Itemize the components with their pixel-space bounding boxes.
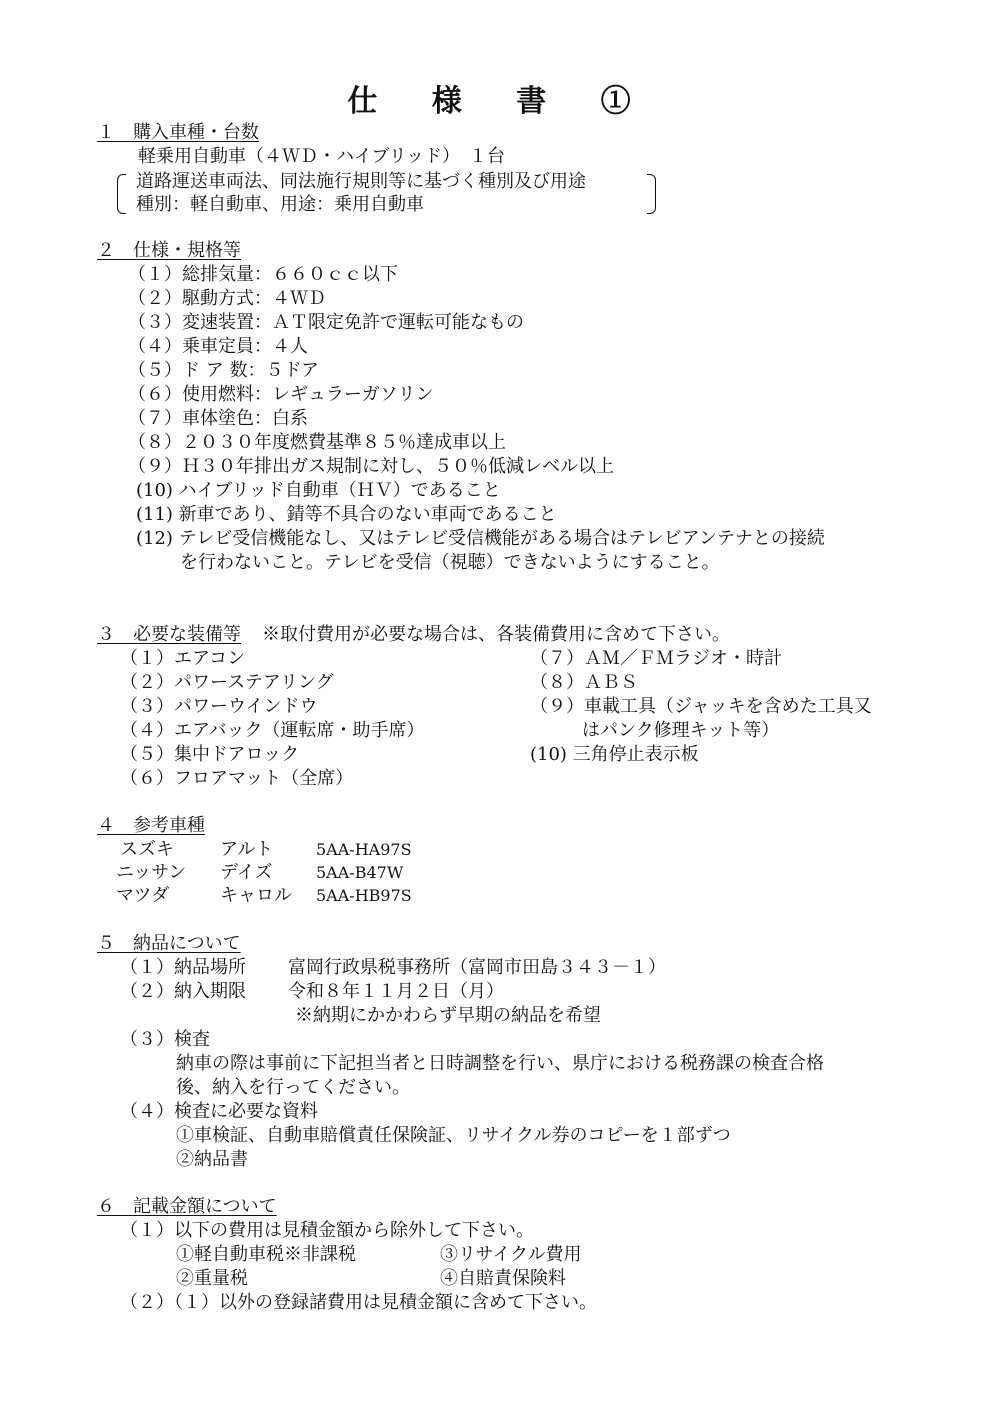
bracket-left	[117, 174, 126, 214]
equipment-item: （７）ＡＭ／ＦＭラジオ・時計	[530, 648, 782, 669]
equipment-item: （８）ＡＢＳ	[530, 672, 638, 693]
ref-code: 5AA-B47W	[316, 863, 404, 882]
equipment-item: (10) 三角停止表示板	[530, 744, 699, 765]
spec-item: （１）総排気量：６６０ｃｃ以下	[128, 264, 398, 285]
section-5-heading: ５ 納品について	[97, 933, 241, 954]
excluded-cost: ③リサイクル費用	[440, 1244, 582, 1265]
classification-detail: 種別：軽自動車、用途：乗用自動車	[136, 194, 424, 215]
spec-item: (12) テレビ受信機能なし、又はテレビ受信機能がある場合はテレビアンテナとの接続	[136, 528, 825, 549]
vehicle-type-line: 軽乗用自動車（４ＷＤ・ハイブリッド） １台	[138, 146, 506, 167]
ref-code: 5AA-HB97S	[316, 886, 412, 905]
section-1-heading: １ 購入車種・台数	[97, 122, 259, 143]
inspection-text: 後、納入を行ってください。	[176, 1077, 410, 1098]
spec-item: （２）駆動方式：４ＷＤ	[128, 288, 326, 309]
ref-model: デイズ	[220, 862, 273, 883]
amount-rule-2: （２）（１）以外の登録諸費用は見積金額に含めて下さい。	[120, 1292, 597, 1313]
spec-item: （６）使用燃料：レギュラーガソリン	[128, 384, 434, 405]
bracket-right	[647, 174, 656, 214]
section-3-note: ※取付費用が必要な場合は、各装備費用に含めて下さい。	[262, 624, 730, 645]
section-4-heading: ４ 参考車種	[97, 815, 205, 836]
inspection-text: 納車の際は事前に下記担当者と日時調整を行い、県庁における税務課の検査合格	[176, 1053, 824, 1074]
ref-code: 5AA-HA97S	[316, 840, 412, 859]
ref-model: アルト	[220, 839, 274, 860]
equipment-item: （６）フロアマット（全席）	[120, 768, 354, 789]
equipment-item: （５）集中ドアロック	[120, 744, 300, 765]
excluded-cost: ④自賠責保険料	[440, 1268, 566, 1289]
spec-item: （８）２０３０年度燃費基準８５％達成車以上	[128, 432, 506, 453]
amount-rule-1: （１）以下の費用は見積金額から除外して下さい。	[120, 1220, 534, 1241]
delivery-deadline-value: 令和８年１１月２日（月）	[288, 981, 504, 1002]
spec-item: （３）変速装置：ＡＴ限定免許で運転可能なもの	[128, 312, 524, 333]
equipment-item: （４）エアバック（運転席・助手席）	[120, 720, 425, 741]
spec-item: (10) ハイブリッド自動車（ＨＶ）であること	[136, 480, 501, 501]
section-6-heading: ６ 記載金額について	[97, 1196, 277, 1217]
delivery-deadline-note: ※納期にかかわらず早期の納品を希望	[295, 1005, 601, 1026]
spec-item: （５）ド ア 数：５ドア	[128, 360, 319, 381]
ref-model: キャロル	[220, 885, 292, 906]
spec-item: （４）乗車定員：４人	[128, 336, 308, 357]
delivery-deadline-label: （２）納入期限	[120, 981, 246, 1002]
spec-item-continuation: を行わないこと。テレビを受信（視聴）できないようにすること。	[180, 552, 720, 573]
inspection-doc-item: ①車検証、自動車賠償責任保険証、リサイクル券のコピーを１部ずつ	[176, 1125, 731, 1146]
inspection-doc-item: ②納品書	[176, 1149, 248, 1170]
section-2-heading: ２ 仕様・規格等	[97, 240, 241, 261]
ref-maker: マツダ	[116, 885, 170, 906]
inspection-label: （３）検査	[120, 1029, 210, 1050]
section-3-heading: ３ 必要な装備等	[97, 624, 241, 645]
spec-item: （９）Ｈ３０年排出ガス規制に対し、５０％低減レベル以上	[128, 456, 614, 477]
equipment-item-continuation: はパンク修理キット等）	[582, 720, 780, 741]
excluded-cost: ①軽自動車税※非課税	[176, 1244, 356, 1265]
ref-maker: ニッサン	[116, 862, 187, 883]
inspection-docs-label: （４）検査に必要な資料	[120, 1101, 318, 1122]
delivery-place-label: （１）納品場所	[120, 957, 246, 978]
equipment-item: （３）パワーウインドウ	[120, 696, 318, 717]
equipment-item: （２）パワーステアリング	[120, 672, 334, 693]
spec-item: (11) 新車であり、錆等不具合のない車両であること	[136, 504, 557, 525]
excluded-cost: ②重量税	[176, 1268, 248, 1289]
delivery-place-value: 富岡行政県税事務所（富岡市田島３４３－１）	[288, 957, 666, 978]
spec-item: （７）車体塗色：白系	[128, 408, 308, 429]
ref-maker: スズキ	[120, 839, 174, 860]
page-title: 仕 様 書 ①	[347, 84, 653, 119]
equipment-item: （９）車載工具（ジャッキを含めた工具又	[530, 696, 872, 717]
classification-note: 道路運送車両法、同法施行規則等に基づく種別及び用途	[136, 171, 586, 192]
equipment-item: （１）エアコン	[120, 648, 246, 669]
